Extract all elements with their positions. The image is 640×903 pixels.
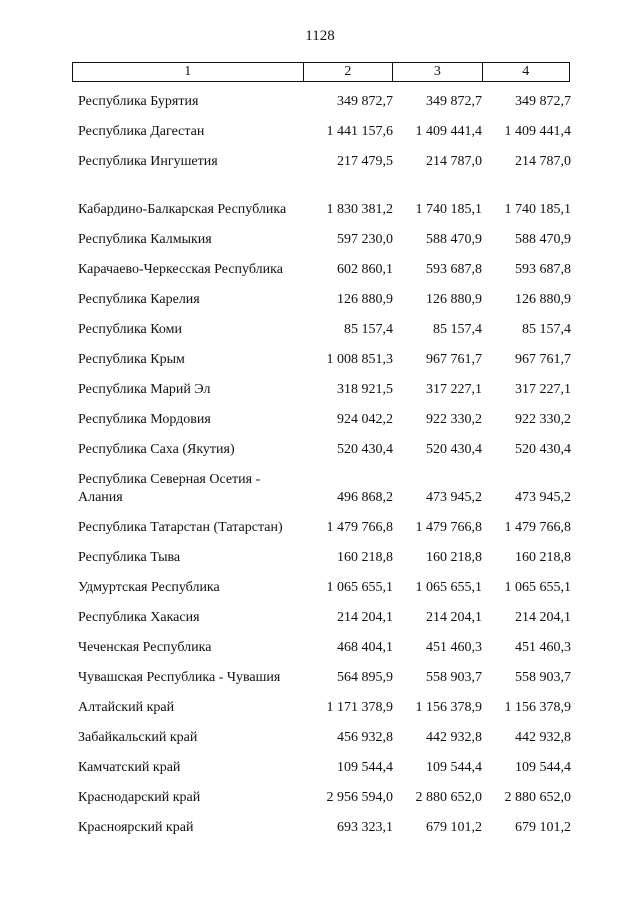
region-name: Республика Коми xyxy=(78,322,182,337)
region-name: Республика Крым xyxy=(78,352,185,367)
value-col-3: 442 932,8 xyxy=(426,730,482,745)
table-row xyxy=(78,174,572,222)
value-col-4: 922 330,2 xyxy=(515,412,571,427)
value-col-2: 160 218,8 xyxy=(337,550,393,565)
value-col-2: 520 430,4 xyxy=(337,442,393,457)
value-col-2: 109 544,4 xyxy=(337,760,393,775)
value-col-3: 922 330,2 xyxy=(426,412,482,427)
table-row xyxy=(78,252,572,282)
value-col-2: 318 921,5 xyxy=(337,382,393,397)
value-col-2: 496 868,2 xyxy=(337,490,393,505)
value-col-4: 588 470,9 xyxy=(515,232,571,247)
page-number: 1128 xyxy=(305,28,335,44)
value-col-2: 1 441 157,6 xyxy=(326,124,393,139)
value-col-2: 349 872,7 xyxy=(337,94,393,109)
value-col-3: 679 101,2 xyxy=(426,820,482,835)
region-name: Республика Саха (Якутия) xyxy=(78,442,235,457)
table-row xyxy=(78,690,572,720)
region-name: Республика Карелия xyxy=(78,292,200,307)
table-row xyxy=(78,402,572,432)
table-row xyxy=(78,342,572,372)
value-col-2: 1 830 381,2 xyxy=(326,202,393,217)
value-col-4: 442 932,8 xyxy=(515,730,571,745)
region-name: Кабардино-Балкарская Республика xyxy=(78,202,287,217)
value-col-2: 693 323,1 xyxy=(337,820,393,835)
region-name: Удмуртская Республика xyxy=(78,580,220,595)
table-header xyxy=(72,62,570,82)
value-col-3: 85 157,4 xyxy=(433,322,482,337)
table-row xyxy=(78,630,572,660)
region-name: Чувашская Республика - Чувашия xyxy=(78,670,281,685)
value-col-4: 214 204,1 xyxy=(515,610,571,625)
table-row xyxy=(78,780,572,810)
value-col-4: 520 430,4 xyxy=(515,442,571,457)
value-col-2: 924 042,2 xyxy=(337,412,393,427)
table-body xyxy=(78,84,572,840)
value-col-2: 217 479,5 xyxy=(337,154,393,169)
value-col-4: 1 740 185,1 xyxy=(504,202,571,217)
value-col-2: 1 479 766,8 xyxy=(326,520,393,535)
value-col-4: 679 101,2 xyxy=(515,820,571,835)
value-col-4: 1 065 655,1 xyxy=(504,580,571,595)
region-name: Чеченская Республика xyxy=(78,640,212,655)
value-col-3: 349 872,7 xyxy=(426,94,482,109)
value-col-3: 214 204,1 xyxy=(426,610,482,625)
value-col-4: 160 218,8 xyxy=(515,550,571,565)
region-name: Республика Северная Осетия - Алания xyxy=(78,472,261,505)
table-row xyxy=(78,540,572,570)
table-row xyxy=(78,432,572,462)
table-row xyxy=(78,600,572,630)
value-col-3: 593 687,8 xyxy=(426,262,482,277)
value-col-2: 1 171 378,9 xyxy=(326,700,393,715)
table-row xyxy=(78,282,572,312)
region-name: Республика Дагестан xyxy=(78,124,205,139)
value-col-2: 468 404,1 xyxy=(337,640,393,655)
region-name: Красноярский край xyxy=(78,820,194,835)
region-name: Камчатский край xyxy=(78,760,181,775)
value-col-3: 160 218,8 xyxy=(426,550,482,565)
table-row xyxy=(78,510,572,540)
value-col-4: 593 687,8 xyxy=(515,262,571,277)
value-col-2: 2 956 594,0 xyxy=(326,790,393,805)
region-name: Республика Марий Эл xyxy=(78,382,211,397)
value-col-2: 602 860,1 xyxy=(337,262,393,277)
value-col-4: 126 880,9 xyxy=(515,292,571,307)
value-col-4: 1 479 766,8 xyxy=(504,520,571,535)
value-col-3: 558 903,7 xyxy=(426,670,482,685)
table-row xyxy=(78,750,572,780)
region-name: Республика Татарстан (Татарстан) xyxy=(78,520,283,535)
value-col-2: 214 204,1 xyxy=(337,610,393,625)
region-name: Республика Хакасия xyxy=(78,610,200,625)
value-col-4: 349 872,7 xyxy=(515,94,571,109)
value-col-2: 85 157,4 xyxy=(344,322,393,337)
table-row xyxy=(78,660,572,690)
value-col-4: 2 880 652,0 xyxy=(504,790,571,805)
value-col-2: 1 008 851,3 xyxy=(326,352,393,367)
value-col-2: 126 880,9 xyxy=(337,292,393,307)
value-col-3: 451 460,3 xyxy=(426,640,482,655)
value-col-3: 1 156 378,9 xyxy=(415,700,482,715)
region-name: Республика Калмыкия xyxy=(78,232,212,247)
value-col-2: 597 230,0 xyxy=(337,232,393,247)
value-col-3: 967 761,7 xyxy=(426,352,482,367)
header-col-4: 4 xyxy=(522,64,530,79)
value-col-4: 451 460,3 xyxy=(515,640,571,655)
value-col-3: 109 544,4 xyxy=(426,760,482,775)
table-row xyxy=(78,462,572,510)
region-name: Забайкальский край xyxy=(78,730,198,745)
value-col-3: 520 430,4 xyxy=(426,442,482,457)
table-row xyxy=(78,222,572,252)
value-col-4: 1 156 378,9 xyxy=(504,700,571,715)
value-col-2: 456 932,8 xyxy=(337,730,393,745)
table-row xyxy=(78,810,572,840)
header-col-3: 3 xyxy=(393,63,482,81)
table-row xyxy=(78,144,572,174)
table-row xyxy=(78,114,572,144)
value-col-3: 1 740 185,1 xyxy=(415,202,482,217)
table-row xyxy=(78,84,572,114)
value-col-3: 2 880 652,0 xyxy=(415,790,482,805)
value-col-3: 126 880,9 xyxy=(426,292,482,307)
value-col-4: 214 787,0 xyxy=(515,154,571,169)
region-name: Республика Ингушетия xyxy=(78,154,218,169)
region-name: Краснодарский край xyxy=(78,790,201,805)
value-col-4: 1 409 441,4 xyxy=(504,124,571,139)
value-col-3: 317 227,1 xyxy=(426,382,482,397)
table-row xyxy=(78,372,572,402)
value-col-4: 317 227,1 xyxy=(515,382,571,397)
value-col-2: 564 895,9 xyxy=(337,670,393,685)
value-col-4: 473 945,2 xyxy=(515,490,571,505)
value-col-3: 1 479 766,8 xyxy=(415,520,482,535)
value-col-2: 1 065 655,1 xyxy=(326,580,393,595)
table-row xyxy=(78,312,572,342)
value-col-3: 473 945,2 xyxy=(426,490,482,505)
region-name: Республика Бурятия xyxy=(78,94,199,109)
region-name: Республика Тыва xyxy=(78,550,181,565)
header-col-1: 1 xyxy=(73,63,304,81)
value-col-4: 967 761,7 xyxy=(515,352,571,367)
region-name: Карачаево-Черкесская Республика xyxy=(78,262,283,277)
region-name: Республика Мордовия xyxy=(78,412,211,427)
table-row xyxy=(78,720,572,750)
region-name: Алтайский край xyxy=(78,700,175,715)
value-col-3: 214 787,0 xyxy=(426,154,482,169)
value-col-3: 1 065 655,1 xyxy=(415,580,482,595)
value-col-4: 109 544,4 xyxy=(515,760,571,775)
value-col-3: 588 470,9 xyxy=(426,232,482,247)
header-col-2: 2 xyxy=(304,63,393,81)
value-col-3: 1 409 441,4 xyxy=(415,124,482,139)
table-row xyxy=(78,570,572,600)
value-col-4: 558 903,7 xyxy=(515,670,571,685)
value-col-4: 85 157,4 xyxy=(522,322,571,337)
